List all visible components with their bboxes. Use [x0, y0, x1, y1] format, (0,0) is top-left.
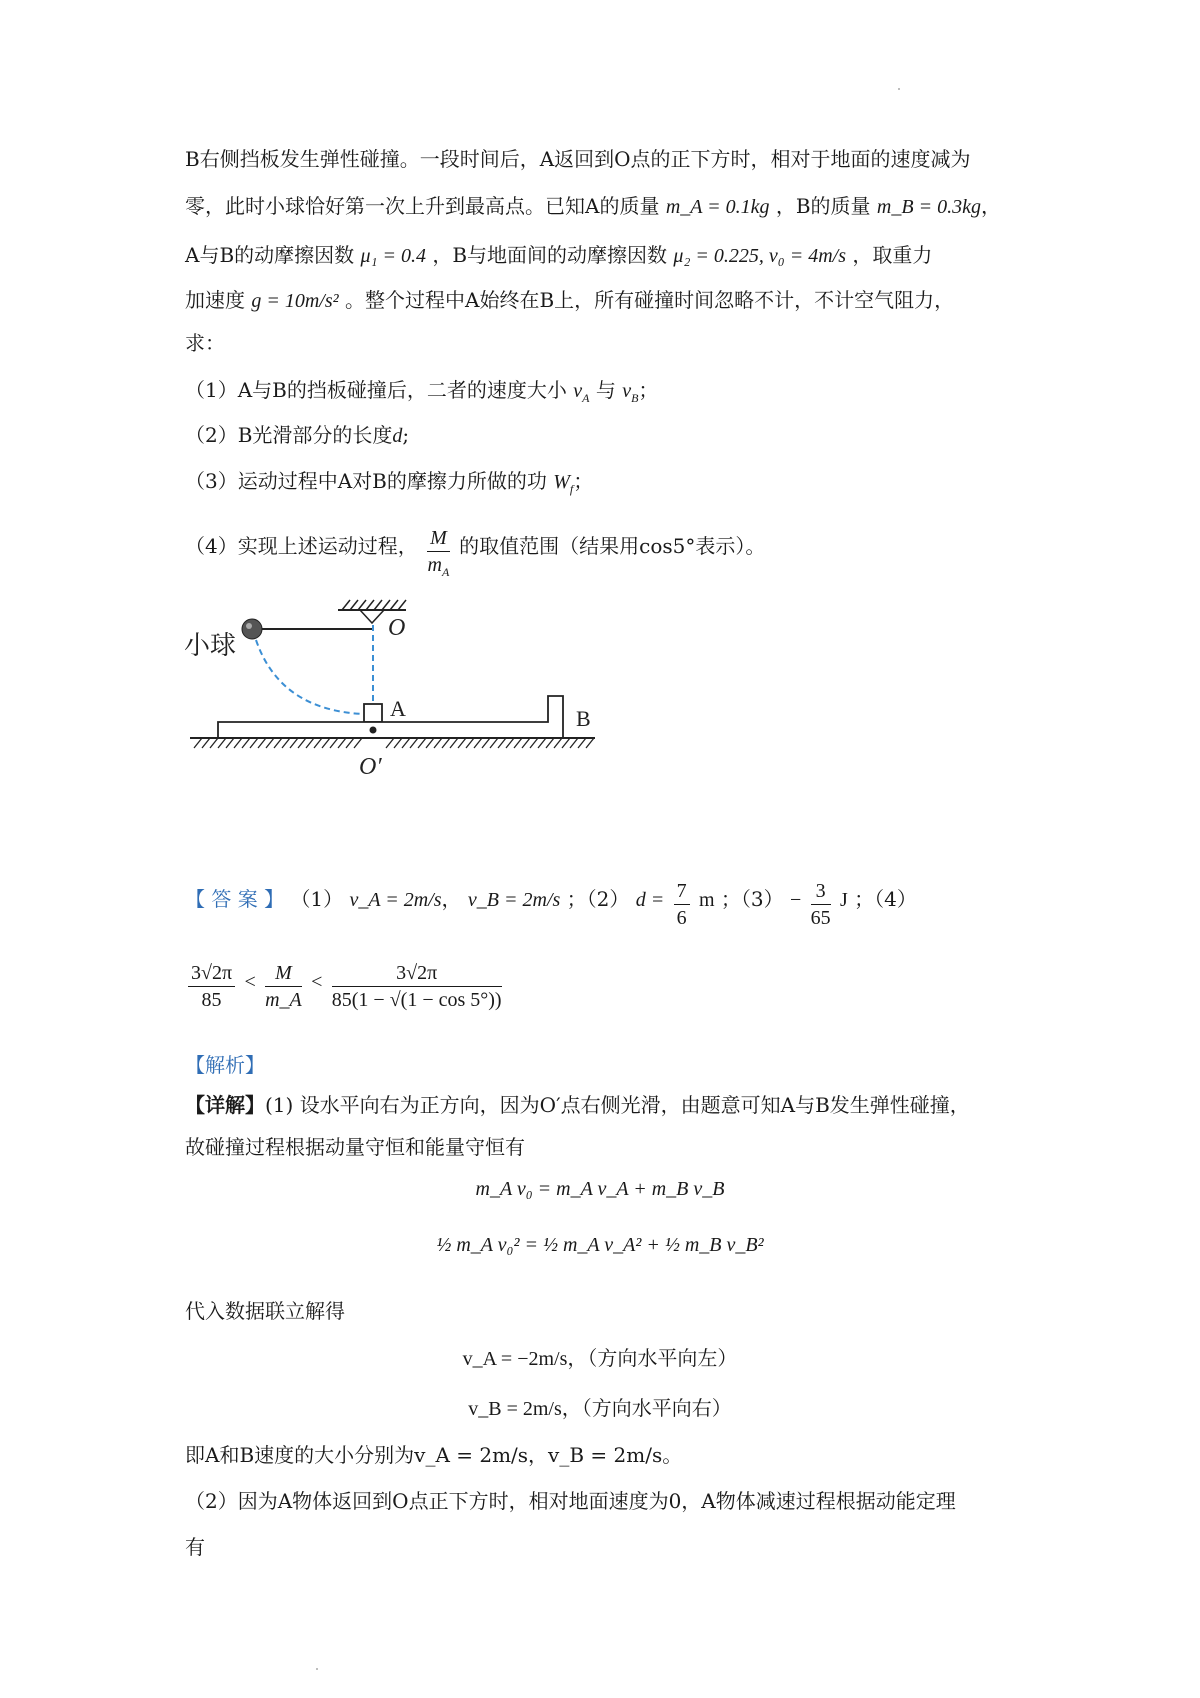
analysis-line-4: 即A和B速度的大小分别为v_A = 2m/s，v_B = 2m/s。 [185, 1443, 683, 1467]
answer-line-1: 【 答 案 】 （1） v_A = 2m/s， v_B = 2m/s ；（2） d = $\frac{7}{6}$ m ；（3） − $\frac{3}{65}$ J ；（4） [185, 880, 917, 929]
problem-line-4: 加速度 g = 10m/s² 。整个过程中A始终在B上，所有碰撞时间忽略不计，不计空气阻力， [185, 288, 955, 312]
answer-range: $\frac{3√2\pi}{85}$ < $\frac{M}{m\_A}$ < $\frac{3√2\pi}{85(1 - √(1 - \cos 5^\circ))}$ [185, 960, 505, 1013]
O-prime-label: O′ [359, 754, 382, 780]
analysis-line-6: 有 [185, 1535, 205, 1559]
question-1: （1）A与B的挡板碰撞后，二者的速度大小 $v_A$ 与 $v_B$； [185, 378, 659, 405]
block-A [364, 704, 382, 722]
mass-a: m_A = 0.1kg [665, 196, 770, 218]
O-label: O [388, 615, 406, 641]
problem-line-2: 零，此时小球恰好第一次上升到最高点。已知A的质量 m_A = 0.1kg ，B的质量 m_B = 0.3kg， [185, 194, 1001, 218]
question-3: （3）运动过程中A对B的摩擦力所做的功 $W_f$； [185, 469, 594, 496]
point-O-prime [370, 727, 377, 734]
ball [242, 619, 262, 639]
ground-hatch [194, 738, 594, 748]
friction-mu1: μ₁ = 0.4 [360, 245, 426, 267]
analysis-line-1: 【详解】(1) 设水平向右为正方向，因为O′点右侧光滑，由题意可知A与B发生弹性碰撞， [185, 1093, 970, 1117]
problem-line-1: B右侧挡板发生弹性碰撞。一段时间后，A返回到O点的正下方时，相对于地面的速度减为 [185, 147, 971, 171]
problem-line-3: A与B的动摩擦因数 μ₁ = 0.4 ，B与地面间的动摩擦因数 μ₂ = 0.225, v₀ = 4m/s ，取重力 [185, 243, 933, 267]
A-label: A [390, 696, 406, 721]
equation-energy: ½ m_A v₀² = ½ m_A v_A² + ½ m_B v_B² [436, 1234, 764, 1256]
equation-momentum: m_A v₀ = m_A v_A + m_B v_B [475, 1178, 725, 1200]
analysis-line-5: （2）因为A物体返回到O点正下方时，相对地面速度为0，A物体减速过程根据动能定理 [185, 1489, 956, 1513]
problem-line-5: 求： [185, 331, 225, 355]
friction-mu2-v0: μ₂ = 0.225, v₀ = 4m/s [673, 245, 847, 267]
analysis-line-2: 故碰撞过程根据动量守恒和能量守恒有 [185, 1135, 525, 1159]
result-vB: v_B = 2m/s，（方向水平向右） [468, 1398, 732, 1420]
analysis-line-3: 代入数据联立解得 [185, 1299, 345, 1323]
ball-trajectory-arc [256, 640, 363, 714]
question-2: （2）B光滑部分的长度d; [185, 423, 410, 447]
result-vA: v_A = −2m/s，（方向水平向左） [462, 1348, 738, 1370]
analysis-tag: 【解析】 [185, 1053, 265, 1077]
answer-tag: 【 答 案 】 [185, 887, 285, 911]
physics-figure [170, 590, 670, 810]
ball-label: 小球 [184, 631, 237, 660]
gravity-g: g = 10m/s² [251, 290, 339, 312]
ceiling-hatch [342, 600, 406, 610]
scan-speck [316, 1668, 318, 1670]
scan-speck [898, 88, 900, 90]
pivot-triangle [360, 610, 384, 623]
question-4: （4）实现上述运动过程， $\frac{M}{m_A}$ 的取值范围（结果用cos5°表示）。 [185, 527, 766, 579]
B-label: B [576, 706, 591, 731]
mass-b: m_B = 0.3kg [876, 196, 981, 218]
